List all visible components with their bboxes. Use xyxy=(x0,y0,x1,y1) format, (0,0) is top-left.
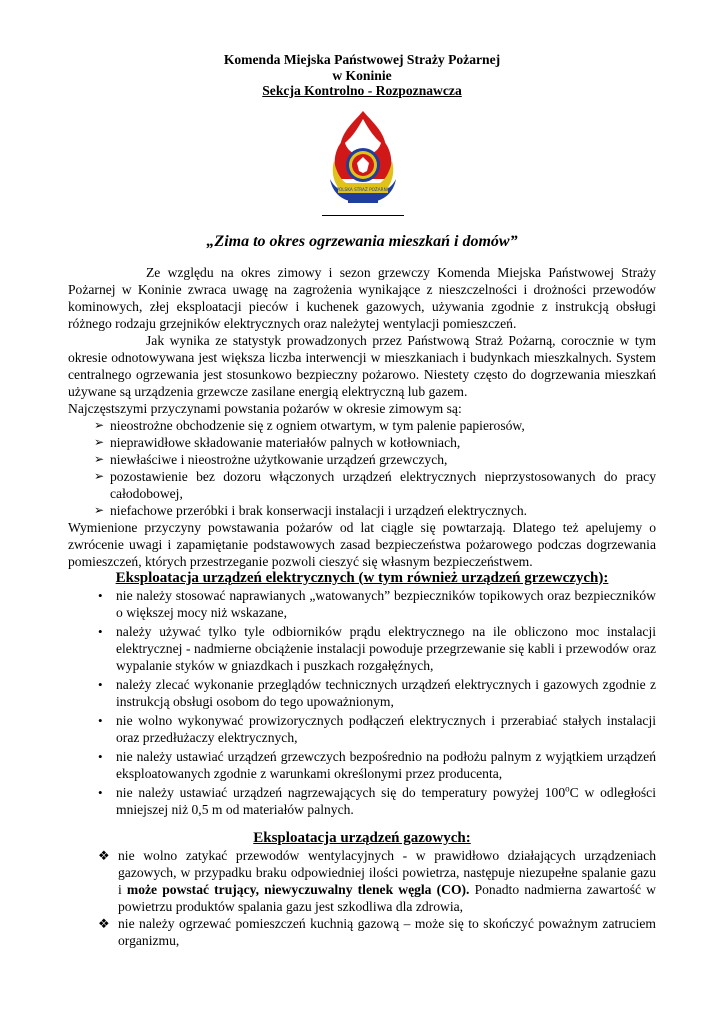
intro-paragraph-1: Ze względu na okres zimowy i sezon grzewczy Komenda Miejska Państwowej Straży Pożarnej w Koninie zwraca uwagę na zagrożenia wynikające z nieszczelności i drożności przewodów kominowych, złej eksploatacji pieców i kuchenek gazowych, używania zgodnie z instrukcją obsługi różnego rodzaju grzejników elektrycznych oraz należytej wentylacji pomieszczeń. xyxy=(68,264,656,331)
fire-brigade-emblem-icon xyxy=(320,109,406,207)
list-item: • należy używać tylko tyle odbiorników prądu elektrycznego na ile obliczono moc instalacji elektrycznej - nadmierne obciążenie instalacji powoduje przegrzewanie się kabli i przewodów oraz wypalanie styków w gniazdkach i puszkach rozgałęźnych, xyxy=(98,623,656,673)
electric-rules-list xyxy=(68,587,656,818)
list-item: ➢ nieostrożne obchodzenie się z ogniem otwartym, w tym palenie papierosów, xyxy=(94,417,525,433)
arrow-bullet-icon: ➢ xyxy=(94,468,105,483)
document-page xyxy=(68,52,656,949)
bullet-dot-icon: • xyxy=(98,748,103,764)
header xyxy=(68,52,656,99)
gas-section-heading: Eksploatacja urządzeń gazowych: xyxy=(253,829,471,846)
bullet-dot-icon: • xyxy=(98,587,103,603)
list-item: • nie należy stosować naprawianych „watowanych” bezpieczników topikowych oraz bezpieczników o większej mocy niż wskazane, xyxy=(98,587,656,620)
header-line-1: Komenda Miejska Państwowej Straży Pożarnej xyxy=(223,52,501,67)
arrow-bullet-icon: ➢ xyxy=(94,434,105,449)
svg-text:POLSKA STRAŻ POŻARNA: POLSKA STRAŻ POŻARNA xyxy=(336,186,390,192)
list-item: ➢ niewłaściwe i nieostrożne użytkowanie urządzeń grzewczych, xyxy=(94,451,448,467)
list-item: ➢ niefachowe przeróbki i brak konserwacji instalacji i urządzeń elektrycznych. xyxy=(94,502,528,518)
bullet-dot-icon: • xyxy=(98,676,103,692)
diamond-bullet-icon: ❖ xyxy=(98,847,110,863)
list-item: ❖ nie wolno zatykać przewodów wentylacyjnych - w prawidłowo działających urządzeniach gazowych, w przypadku braku odpowiedniej ilości powietrza, następuje niezupełne spalanie gazu i może powstać trujący, niewyczuwalny tlenek węgla (CO). Ponadto nadmierna zawartość w powietrzu produktów spalania gazu jest szkodliwa dla zdrowia, xyxy=(98,847,656,914)
list-item: • nie wolno wykonywać prowizorycznych podłączeń elektrycznych i przerabiać stałych instalacji oraz przedłużaczy elektrycznych, xyxy=(98,712,656,745)
causes-list xyxy=(68,417,656,519)
document-title: „Zima to okres ogrzewania mieszkań i domów” xyxy=(206,232,518,250)
bullet-dot-icon: • xyxy=(98,784,103,800)
list-item: • należy zlecać wykonanie przeglądów technicznych urządzeń elektrycznych i gazowych zgodnie z instrukcją obsługi osobom do tego upoważnionym, xyxy=(98,676,656,709)
gas-rules-list xyxy=(68,847,656,949)
logo-underline xyxy=(322,215,404,216)
arrow-bullet-icon: ➢ xyxy=(94,417,105,432)
diamond-bullet-icon: ❖ xyxy=(98,915,110,931)
header-line-2: w Koninie xyxy=(332,67,392,83)
bullet-dot-icon: • xyxy=(98,712,103,728)
list-item: • nie należy ustawiać urządzeń grzewczych bezpośrednio na podłożu palnym z wyjątkiem urządzeń eksploatowanych zgodnie z warunkami określonymi przez producenta, xyxy=(98,748,656,781)
list-item: ➢ pozostawienie bez dozoru włączonych urządzeń elektrycznych nieprzystosowanych do pracy całodobowej, xyxy=(94,468,656,501)
list-item: ➢ nieprawidłowe składowanie materiałów palnych w kotłowniach, xyxy=(94,434,461,450)
arrow-bullet-icon: ➢ xyxy=(94,502,105,517)
causes-intro: Najczęstszymi przyczynami powstania pożarów w okresie zimowym są: xyxy=(68,400,462,416)
summary-paragraph: Wymienione przyczyny powstawania pożarów od lat ciągle się powtarzają. Dlatego też apelujemy o zwrócenie uwagi i zapamiętanie podstawowych zasad bezpieczeństwa pożarowego podczas dogrzewania pomieszczeń, których przestrzeganie pozwoli cieszyć się własnym bezpieczeństwem. xyxy=(68,519,656,569)
arrow-bullet-icon: ➢ xyxy=(94,451,105,466)
bullet-dot-icon: • xyxy=(98,623,103,639)
electric-section-heading: Eksploatacja urządzeń elektrycznych (w tym również urządzeń grzewczych): xyxy=(115,569,609,586)
list-item: • nie należy ustawiać urządzeń nagrzewających się do temperatury powyżej 100$^o$C w odległości mniejszej niż 0,5 m od materiałów palnych. xyxy=(98,782,656,817)
logo-area xyxy=(68,109,656,221)
intro-paragraph-2: Jak wynika ze statystyk prowadzonych przez Państwową Straż Pożarną, corocznie w tym okresie odnotowywana jest większa liczba interwencji w mieszkaniach i budynkach mieszkalnych. System centralnego ogrzewania jest stosunkowo bezpieczny pożarowo. Niestety często do dogrzewania mieszkań używane są urządzenia grzewcze zasilane energią elektryczną lub gazem. xyxy=(68,332,656,399)
header-line-3: Sekcja Kontrolno - Rozpoznawcza xyxy=(262,83,462,98)
list-item: ❖ nie należy ogrzewać pomieszczeń kuchnią gazową – może się to skończyć poważnym zatruciem organizmu, xyxy=(98,915,656,948)
